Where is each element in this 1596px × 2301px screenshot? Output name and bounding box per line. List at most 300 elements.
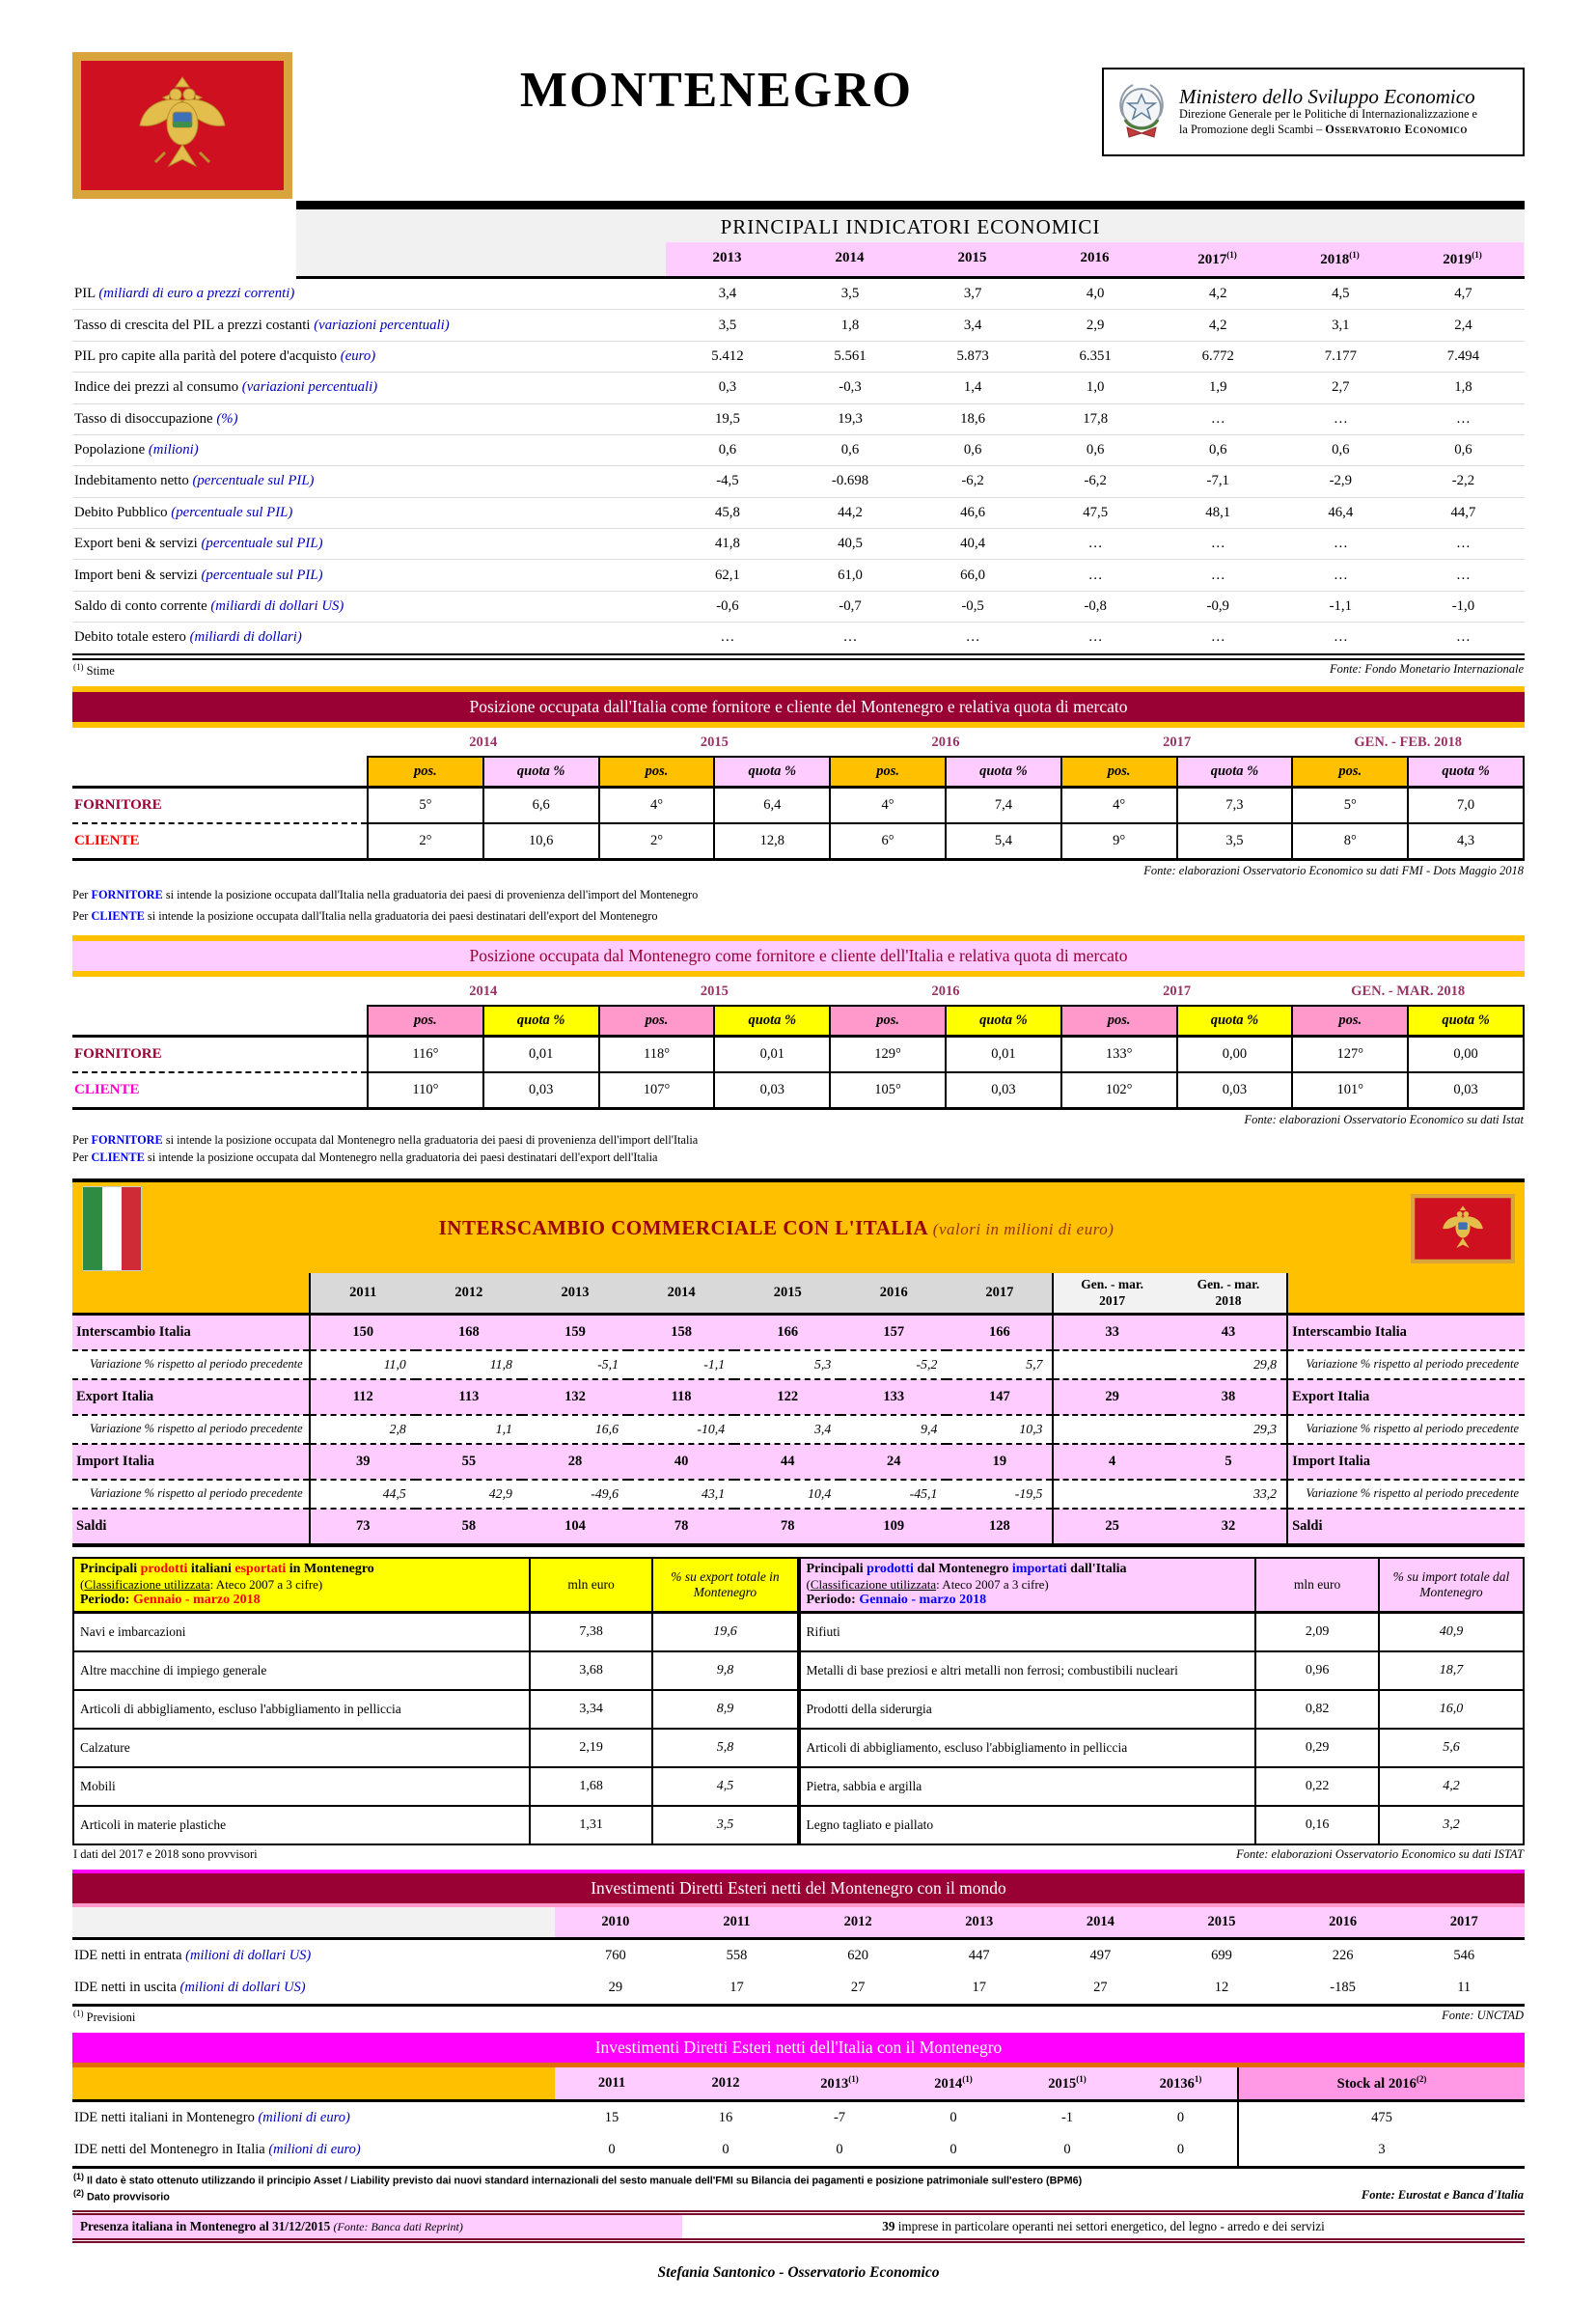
year-header: 2012 <box>416 1273 522 1315</box>
period-label: GEN. - FEB. 2018 <box>1354 734 1462 750</box>
value-cell: -0,7 <box>788 591 911 622</box>
value-cell: 4° <box>599 787 715 823</box>
footnote-marker: (1) <box>73 2008 84 2018</box>
data-row <box>72 1509 1525 1545</box>
stock-header: Stock al 2016$^{(2)}$ <box>1238 2067 1525 2100</box>
year-header: 2015 <box>1161 1907 1282 1939</box>
footnote-marker: (1) <box>1349 250 1360 260</box>
table-row <box>72 1072 1524 1109</box>
value-cell: 15 <box>555 2100 669 2134</box>
value-cell: 110° <box>368 1072 483 1109</box>
footnote-marker: (1) <box>962 2073 973 2084</box>
value-cell: 0,01 <box>714 1036 830 1072</box>
spacer <box>72 979 368 1006</box>
col-quota: quota % <box>946 757 1061 788</box>
period-value-cell: 25 <box>1053 1509 1169 1545</box>
col-pos: pos. <box>830 757 946 788</box>
value-cell: 3,4 <box>734 1415 840 1444</box>
value-cell: 5,4 <box>946 823 1061 860</box>
row-label: CLIENTE <box>72 1072 368 1109</box>
value-cell: … <box>1280 529 1402 560</box>
col-quota: quota % <box>1408 1006 1524 1037</box>
value-cell: -1,1 <box>628 1350 734 1379</box>
value-cell: … <box>1402 560 1525 591</box>
row-label-right: Variazione % rispetto al periodo precedente <box>1287 1350 1525 1379</box>
value-cell: -2,2 <box>1402 466 1525 497</box>
value-cell: 497 <box>1040 1938 1162 1972</box>
value-cell: 0,03 <box>483 1072 599 1109</box>
row-label: IDE netti in uscita (milioni di dollari US) <box>72 1972 555 2006</box>
value-cell: 6,4 <box>714 787 830 823</box>
value-cell: 159 <box>522 1314 628 1350</box>
footnote <box>73 2009 135 2025</box>
period-label: 2014 <box>469 734 498 750</box>
value-cell: 16,6 <box>522 1415 628 1444</box>
year-header: 2015 <box>734 1273 840 1315</box>
indicator-label: Indebitamento netto (percentuale sul PIL) <box>72 466 666 497</box>
section-title-indicators: PRINCIPALI INDICATORI ECONOMICI <box>720 215 1101 238</box>
value-cell: -49,6 <box>522 1480 628 1509</box>
indicator-label: Indice dei prezzi al consumo (variazioni percentuali) <box>72 373 666 403</box>
value-cell: 132 <box>522 1379 628 1415</box>
table-row <box>72 2134 1525 2168</box>
value-cell: 42,9 <box>416 1480 522 1509</box>
product-row <box>73 1651 798 1690</box>
italy-emblem-icon <box>1112 77 1171 147</box>
period-value-cell: 38 <box>1170 1379 1287 1415</box>
period-label: 2016 <box>931 983 960 999</box>
provisional-note: I dati del 2017 e 2018 sono provvisori <box>73 1846 258 1861</box>
period-value-cell <box>1053 1480 1169 1509</box>
period-value-cell <box>1053 1350 1169 1379</box>
period-label: 2016 <box>931 734 960 750</box>
value-cell: 19,5 <box>666 403 788 434</box>
product-share: 16,0 <box>1379 1690 1524 1729</box>
position-italy-title: Posizione occupata dall'Italia come fornitore e cliente del Montenegro e relativa quota di mercato <box>72 692 1525 722</box>
ministry-logo-box <box>1102 68 1525 156</box>
note-prefix: Per <box>72 887 89 901</box>
ide-italy-footnotes <box>72 2169 1525 2206</box>
indicators-footnote-row <box>72 660 1525 686</box>
product-row <box>73 1690 798 1729</box>
row-label: Variazione % rispetto al periodo precedente <box>72 1415 310 1444</box>
value-cell: 3,4 <box>912 310 1034 341</box>
product-name: Articoli di abbigliamento, escluso l'abbigliamento in pelliccia <box>800 1729 1256 1767</box>
product-name: Mobili <box>73 1767 530 1806</box>
value-cell: 101° <box>1292 1072 1408 1109</box>
value-cell: 18,6 <box>912 403 1034 434</box>
value-cell: 447 <box>919 1938 1040 1972</box>
source-note: Fonte: Fondo Monetario Internazionale <box>1329 661 1524 676</box>
year-header: 2014$^{(1)}$ <box>896 2067 1010 2100</box>
value-cell: -0,3 <box>788 373 911 403</box>
ide-world-footnote-row <box>72 2007 1525 2033</box>
ministry-text <box>1179 86 1477 138</box>
footnote-2-row <box>73 2188 1524 2204</box>
divider <box>72 653 1525 660</box>
value-cell: 158 <box>628 1314 734 1350</box>
note-text: si intende la posizione occupata dall'Italia nella graduatoria dei paesi di provenienza dell'import del Montenegro <box>165 887 699 901</box>
value-cell: 168 <box>416 1314 522 1350</box>
products-import-title: Principali prodotti dal Montenegro importati dall'Italia (Classificazione utilizzata: Ateco 2007 a 3 cifre) Periodo: Gennaio - marzo 2018 <box>800 1558 1256 1613</box>
product-value: 1,68 <box>530 1767 653 1806</box>
value-cell: 157 <box>840 1314 947 1350</box>
ide-world-title: Investimenti Diretti Esteri netti del Montenegro con il mondo <box>72 1873 1525 1903</box>
ide-italy-title: Investimenti Diretti Esteri netti dell'Italia con il Montenegro <box>72 2033 1525 2063</box>
period-label: 2014 <box>469 983 498 999</box>
indicator-row <box>72 434 1525 465</box>
value-cell: 44,7 <box>1402 497 1525 528</box>
value-cell: 2,9 <box>1034 310 1157 341</box>
year-header: 2011 <box>310 1273 416 1315</box>
variation-row <box>72 1415 1525 1444</box>
variation-row <box>72 1350 1525 1379</box>
value-cell: 7.494 <box>1402 341 1525 372</box>
col-pct-import: % su import totale dal Montenegro <box>1379 1558 1524 1613</box>
value-cell: 4,0 <box>1086 286 1105 302</box>
value-cell: 129° <box>830 1036 946 1072</box>
ministry-line3-text: la Promozione degli Scambi – <box>1179 123 1326 137</box>
row-label: Saldi <box>72 1509 310 1545</box>
period-value-cell: 32 <box>1170 1509 1287 1545</box>
presenza-value: 39 imprese in particolare operanti nei settori energetico, del legno - arredo e dei servizi <box>882 2218 1325 2233</box>
year-header: 2011 <box>555 2067 669 2100</box>
col-pos: pos. <box>368 1006 483 1037</box>
col-quota: quota % <box>1177 757 1293 788</box>
product-share: 4,5 <box>652 1767 797 1806</box>
footnote-2: $^{(2)}$ Dato provvisorio <box>73 2188 170 2204</box>
value-cell: 0 <box>555 2134 669 2168</box>
indicator-row <box>72 529 1525 560</box>
value-cell: 55 <box>416 1444 522 1480</box>
value-cell: 1,8 <box>788 310 911 341</box>
value-cell: -5,1 <box>522 1350 628 1379</box>
product-share: 5,8 <box>652 1729 797 1767</box>
value-cell: 109 <box>840 1509 947 1545</box>
value-cell: 78 <box>734 1509 840 1545</box>
value-cell: 0,03 <box>946 1072 1061 1109</box>
product-value: 2,19 <box>530 1729 653 1767</box>
row-label-right: Variazione % rispetto al periodo precedente <box>1287 1480 1525 1509</box>
value-cell: -10,4 <box>628 1415 734 1444</box>
row-label: Import Italia <box>72 1444 310 1480</box>
note-term: FORNITORE <box>91 1132 163 1147</box>
value-cell: 7,4 <box>946 787 1061 823</box>
ide-world-years-row <box>72 1907 1525 1939</box>
col-pos: pos. <box>599 757 715 788</box>
spacer <box>72 1006 368 1037</box>
indicators-years-row <box>296 242 1525 276</box>
value-cell: 73 <box>310 1509 416 1545</box>
product-name: Rifiuti <box>800 1612 1256 1651</box>
value-cell: 0 <box>669 2134 783 2168</box>
value-cell: 699 <box>1161 1938 1282 1972</box>
value-cell: … <box>912 623 1034 653</box>
source-note: Fonte: elaborazioni Osservatorio Economico su dati ISTAT <box>1236 1846 1524 1861</box>
period-label: 2017 <box>1163 734 1192 750</box>
footnote-1: $^{(1)}$ Il dato è stato ottenuto utilizzando il principio Asset / Liability previsto dai nuovi standard internazionali del sesto manuale dell'FMI su Bilancia dei pagamenti e posizione patrimoniale sull'estero (BPM6) <box>73 2171 1083 2187</box>
products-import-header <box>800 1558 1525 1613</box>
interscambio-title-text: INTERSCAMBIO COMMERCIALE CON L'ITALIA <box>438 1216 928 1240</box>
product-row <box>73 1729 798 1767</box>
product-value: 1,31 <box>530 1806 653 1844</box>
product-name: Metalli di base preziosi e altri metalli non ferrosi; combustibili nucleari <box>800 1651 1256 1690</box>
row-label: IDE netti del Montenegro in Italia (milioni di euro) <box>72 2134 555 2168</box>
value-cell: 104 <box>522 1509 628 1545</box>
products-footnote-row <box>72 1845 1525 1870</box>
value-cell: 4,7 <box>1454 286 1472 302</box>
indicator-label: Tasso di crescita del PIL a prezzi costanti (variazioni percentuali) <box>72 310 666 341</box>
value-cell: -185 <box>1282 1972 1404 2006</box>
value-cell: … <box>1034 529 1157 560</box>
value-cell: 4,3 <box>1408 823 1524 860</box>
value-cell: 4,5 <box>1332 286 1350 302</box>
product-name: Articoli in materie plastiche <box>73 1806 530 1844</box>
country-title: MONTENEGRO <box>519 63 914 118</box>
year-header: 20136$^{1)}$ <box>1124 2067 1238 2100</box>
value-cell: 61,0 <box>788 560 911 591</box>
value-cell: -2,9 <box>1280 466 1402 497</box>
presenza-row <box>72 2210 1525 2243</box>
data-row <box>72 1444 1525 1480</box>
value-cell: 4° <box>1061 787 1177 823</box>
products-export-table <box>72 1557 799 1845</box>
value-cell: 12 <box>1161 1972 1282 2006</box>
value-cell: 0,6 <box>1034 434 1157 465</box>
col-quota: quota % <box>1177 1006 1293 1037</box>
montenegro-flag-small <box>1411 1190 1515 1267</box>
period-value-cell <box>1053 1415 1169 1444</box>
value-cell: 45,8 <box>666 497 788 528</box>
value-cell: 0 <box>783 2134 896 2168</box>
period-value-cell: 4 <box>1053 1444 1169 1480</box>
period-value-cell: 33 <box>1053 1314 1169 1350</box>
interscambio-title-row <box>72 1180 1525 1273</box>
product-share: 19,6 <box>652 1612 797 1651</box>
value-cell: 0,03 <box>1177 1072 1293 1109</box>
variation-row <box>72 1480 1525 1509</box>
value-cell: 1,8 <box>1402 373 1525 403</box>
value-cell: 6.351 <box>1034 341 1157 372</box>
product-value: 3,34 <box>530 1690 653 1729</box>
header-divider <box>296 201 1525 209</box>
value-cell: 133° <box>1061 1036 1177 1072</box>
value-cell: 113 <box>416 1379 522 1415</box>
indicator-row <box>72 279 1525 310</box>
value-cell: 620 <box>797 1938 919 1972</box>
product-value: 0,22 <box>1255 1767 1379 1806</box>
product-name: Altre macchine di impiego generale <box>73 1651 530 1690</box>
product-value: 0,29 <box>1255 1729 1379 1767</box>
year-header: 2017 <box>1403 1907 1525 1939</box>
value-cell: 44 <box>734 1444 840 1480</box>
note-fornitore <box>72 1133 1525 1148</box>
table-row <box>72 2100 1525 2134</box>
value-cell: -0.698 <box>788 466 911 497</box>
row-label: Variazione % rispetto al periodo precedente <box>72 1480 310 1509</box>
value-cell: 44,2 <box>788 497 911 528</box>
col-pos: pos. <box>1292 757 1408 788</box>
value-cell: 5.412 <box>666 341 788 372</box>
value-cell: 6.772 <box>1157 341 1280 372</box>
document-author: Stefania Santonico - Osservatorio Economico <box>657 2263 940 2281</box>
value-cell: 558 <box>676 1938 798 1972</box>
product-value: 0,16 <box>1255 1806 1379 1844</box>
period-label: GEN. - MAR. 2018 <box>1351 983 1466 999</box>
value-cell: 1,0 <box>1034 373 1157 403</box>
spacer <box>72 1907 555 1939</box>
note-prefix: Per <box>72 908 89 923</box>
indicator-row <box>72 466 1525 497</box>
products-tables <box>72 1557 1525 1845</box>
period-label: 2017 <box>1163 983 1192 999</box>
value-cell: 7,3 <box>1177 787 1293 823</box>
value-cell: -4,5 <box>666 466 788 497</box>
value-cell: 5.561 <box>788 341 911 372</box>
product-share: 3,5 <box>652 1806 797 1844</box>
value-cell: 166 <box>947 1314 1053 1350</box>
year-header: 2012 <box>797 1907 919 1939</box>
row-label: CLIENTE <box>72 823 368 860</box>
value-cell: 0,01 <box>483 1036 599 1072</box>
indicator-label: PIL (miliardi di euro a prezzi correnti) <box>74 286 295 302</box>
product-row <box>73 1767 798 1806</box>
value-cell: … <box>1157 623 1280 653</box>
col-mln-euro: mln euro <box>1255 1558 1379 1613</box>
product-share: 40,9 <box>1379 1612 1524 1651</box>
value-cell: 8° <box>1292 823 1408 860</box>
indicators-table <box>72 279 1525 653</box>
value-cell: 12,8 <box>714 823 830 860</box>
period-label: 2015 <box>700 734 729 750</box>
indicator-label: Popolazione (milioni) <box>72 434 666 465</box>
product-share: 9,8 <box>652 1651 797 1690</box>
value-cell: 27 <box>1040 1972 1162 2006</box>
value-cell: 166 <box>734 1314 840 1350</box>
row-label: IDE netti italiani in Montenegro (milioni di euro) <box>72 2100 555 2134</box>
stock-value-cell: 475 <box>1238 2100 1525 2134</box>
value-cell: 7,0 <box>1408 787 1524 823</box>
value-cell: -7,1 <box>1157 466 1280 497</box>
value-cell: 0,01 <box>946 1036 1061 1072</box>
value-cell: 0,6 <box>912 434 1034 465</box>
product-share: 5,6 <box>1379 1729 1524 1767</box>
value-cell: 3,5 <box>840 286 860 302</box>
value-cell: 3,4 <box>718 286 737 302</box>
source-note: Fonte: Eurostat e Banca d'Italia <box>1361 2188 1524 2203</box>
value-cell: 546 <box>1403 1938 1525 1972</box>
value-cell: 1,1 <box>416 1415 522 1444</box>
value-cell: 47,5 <box>1034 497 1157 528</box>
value-cell: 0,6 <box>666 434 788 465</box>
col-pos: pos. <box>830 1006 946 1037</box>
value-cell: … <box>666 623 788 653</box>
col-mln-euro: mln euro <box>530 1558 653 1613</box>
period-value-cell: 5 <box>1170 1444 1287 1480</box>
value-cell: -19,5 <box>947 1480 1053 1509</box>
ide-italy-years-row <box>72 2067 1525 2100</box>
col-pos: pos. <box>1292 1006 1408 1037</box>
value-cell: 2,8 <box>310 1415 416 1444</box>
interscambio-title-note: (valori in milioni di euro) <box>932 1220 1114 1239</box>
value-cell: 27 <box>797 1972 919 2006</box>
ministry-name: Ministero dello Sviluppo Economico <box>1179 84 1475 108</box>
year-header: 2013 <box>522 1273 628 1315</box>
year-header: 2013 <box>919 1907 1040 1939</box>
product-row <box>73 1612 798 1651</box>
indicator-label: PIL pro capite alla parità del potere d'acquisto (euro) <box>72 341 666 372</box>
value-cell: -6,2 <box>912 466 1034 497</box>
value-cell: 19 <box>947 1444 1053 1480</box>
period-value-cell: 43 <box>1170 1314 1287 1350</box>
value-cell: 0,03 <box>714 1072 830 1109</box>
value-cell: 41,8 <box>666 529 788 560</box>
indicator-label: Debito totale estero (miliardi di dollari) <box>72 623 666 653</box>
table-row <box>72 1938 1525 1972</box>
product-value: 3,68 <box>530 1651 653 1690</box>
product-share: 18,7 <box>1379 1651 1524 1690</box>
montenegro-flag <box>72 52 292 199</box>
row-label: Export Italia <box>72 1379 310 1415</box>
value-cell: 0,03 <box>1408 1072 1524 1109</box>
value-cell: 11,0 <box>310 1350 416 1379</box>
year-header: 2016 <box>840 1273 947 1315</box>
note-cliente <box>72 1150 1525 1165</box>
ide-italy-table <box>72 2067 1525 2169</box>
value-cell: 118 <box>628 1379 734 1415</box>
value-cell: 105° <box>830 1072 946 1109</box>
value-cell: 11 <box>1403 1972 1525 2006</box>
value-cell: 9° <box>1061 823 1177 860</box>
position-italy-table <box>72 730 1525 861</box>
year-header: 2014 <box>1040 1907 1162 1939</box>
product-row <box>800 1690 1525 1729</box>
indicator-row <box>72 403 1525 434</box>
footnote-marker: (1) <box>848 2073 859 2084</box>
year-header: 2012 <box>669 2067 783 2100</box>
gold-band <box>72 722 1525 728</box>
value-cell: 122 <box>734 1379 840 1415</box>
indicator-row <box>72 497 1525 528</box>
value-cell: … <box>1280 560 1402 591</box>
col-pos: pos. <box>1061 1006 1177 1037</box>
value-cell: 5,3 <box>734 1350 840 1379</box>
period-value-cell: 33,2 <box>1170 1480 1287 1509</box>
product-row <box>800 1806 1525 1844</box>
value-cell: -45,1 <box>840 1480 947 1509</box>
indicator-row <box>72 373 1525 403</box>
indicator-row <box>72 310 1525 341</box>
period-header-row <box>72 730 1524 757</box>
value-cell: 118° <box>599 1036 715 1072</box>
indicator-label: Tasso di disoccupazione (%) <box>72 403 666 434</box>
period-label: 2015 <box>700 983 729 999</box>
value-cell: 44,5 <box>310 1480 416 1509</box>
value-cell: 1,9 <box>1157 373 1280 403</box>
value-cell: 11,8 <box>416 1350 522 1379</box>
col-quota: quota % <box>946 1006 1061 1037</box>
col-quota: quota % <box>714 757 830 788</box>
value-cell: 3,7 <box>963 286 982 302</box>
value-cell: 0,00 <box>1408 1036 1524 1072</box>
value-cell: 5° <box>368 787 483 823</box>
footnote-marker: 1) <box>1194 2073 1202 2084</box>
footnote-marker: (1) <box>1076 2073 1087 2084</box>
indicator-label: Saldo di conto corrente (miliardi di dollari US) <box>72 591 666 622</box>
year-header: 2014 <box>788 242 911 276</box>
value-cell: 40,5 <box>788 529 911 560</box>
indicator-label: Export beni & servizi (percentuale sul PIL) <box>72 529 666 560</box>
